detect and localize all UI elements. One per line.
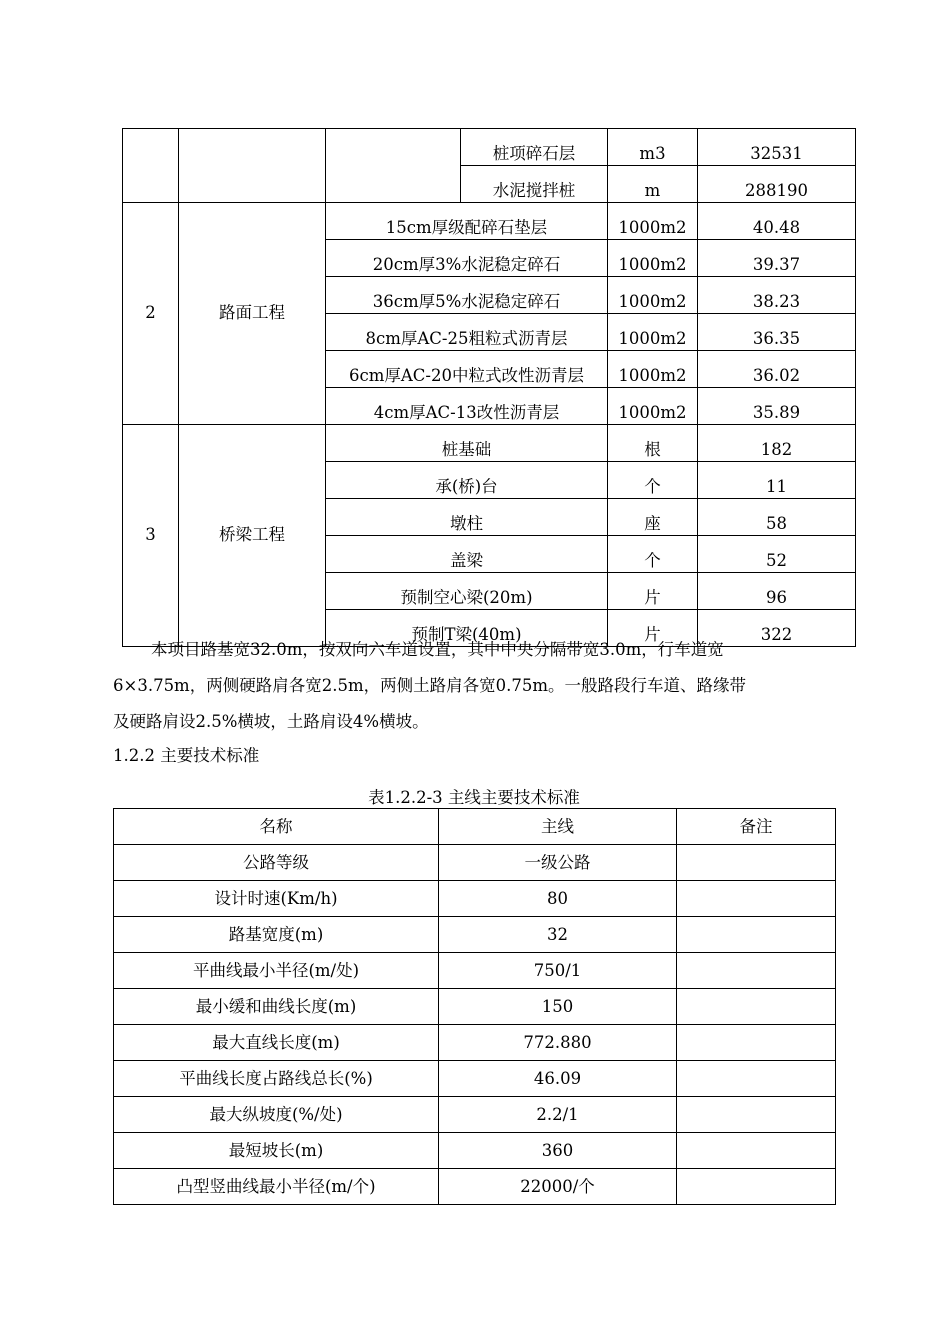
value-cell: 150: [439, 989, 677, 1025]
item-cell: 6cm厚AC-20中粒式改性沥青层: [326, 351, 608, 388]
technical-standards-table: [113, 808, 836, 1205]
table-row: [123, 203, 856, 240]
qty-cell: 288190: [698, 166, 856, 203]
note-cell: [677, 881, 836, 917]
unit-cell: 个: [608, 462, 698, 499]
table-row: [114, 881, 836, 917]
table-row: [114, 953, 836, 989]
table-row: [114, 845, 836, 881]
name-cell: 设计时速(Km/h): [114, 881, 439, 917]
qty-cell: 11: [698, 462, 856, 499]
note-cell: [677, 1133, 836, 1169]
paragraph-line-3: 及硬路肩设2.5%横坡，土路肩设4%横坡。: [113, 712, 429, 731]
unit-cell: 1000m2: [608, 203, 698, 240]
category-cell: 路面工程: [179, 203, 326, 425]
unit-cell: 1000m2: [608, 314, 698, 351]
qty-cell: 35.89: [698, 388, 856, 425]
category-cell: [179, 129, 326, 203]
value-cell: 2.2/1: [439, 1097, 677, 1133]
value-cell: 772.880: [439, 1025, 677, 1061]
item-cell: 墩柱: [326, 499, 608, 536]
table-row: [114, 1097, 836, 1133]
table-row: [114, 917, 836, 953]
row-number-cell: [123, 129, 179, 203]
item-cell: 预制空心梁(20m): [326, 573, 608, 610]
qty-cell: 322: [698, 610, 856, 647]
category-cell: 桥梁工程: [179, 425, 326, 647]
qty-cell: 32531: [698, 129, 856, 166]
section-heading: 1.2.2 主要技术标准: [113, 746, 260, 765]
name-cell: 最大纵坡度(%/处): [114, 1097, 439, 1133]
name-cell: 最短坡长(m): [114, 1133, 439, 1169]
note-cell: [677, 845, 836, 881]
unit-cell: 个: [608, 536, 698, 573]
qty-cell: 39.37: [698, 240, 856, 277]
name-cell: 最大直线长度(m): [114, 1025, 439, 1061]
table-row: [114, 989, 836, 1025]
item-cell: 桩项碎石层: [461, 129, 608, 166]
qty-cell: 52: [698, 536, 856, 573]
item-cell: 预制T梁(40m): [326, 610, 608, 647]
qty-cell: 58: [698, 499, 856, 536]
value-cell: 一级公路: [439, 845, 677, 881]
note-cell: [677, 953, 836, 989]
unit-cell: 1000m2: [608, 388, 698, 425]
table-row: [114, 1133, 836, 1169]
name-cell: 平曲线长度占路线总长(%): [114, 1061, 439, 1097]
unit-cell: 座: [608, 499, 698, 536]
name-cell: 最小缓和曲线长度(m): [114, 989, 439, 1025]
qty-cell: 182: [698, 425, 856, 462]
table-row: [123, 425, 856, 462]
value-cell: 360: [439, 1133, 677, 1169]
item-cell: 15cm厚级配碎石垫层: [326, 203, 608, 240]
item-cell: 8cm厚AC-25粗粒式沥青层: [326, 314, 608, 351]
header-note: 备注: [677, 809, 836, 845]
name-cell: 公路等级: [114, 845, 439, 881]
name-cell: 凸型竖曲线最小半径(m/个): [114, 1169, 439, 1205]
item-cell: 水泥搅拌桩: [461, 166, 608, 203]
unit-cell: m3: [608, 129, 698, 166]
qty-cell: 38.23: [698, 277, 856, 314]
name-cell: 路基宽度(m): [114, 917, 439, 953]
item-cell: 36cm厚5%水泥稳定碎石: [326, 277, 608, 314]
item-cell: 20cm厚3%水泥稳定碎石: [326, 240, 608, 277]
qty-cell: 36.02: [698, 351, 856, 388]
subitem-cell: [326, 129, 461, 203]
unit-cell: 1000m2: [608, 351, 698, 388]
value-cell: 46.09: [439, 1061, 677, 1097]
note-cell: [677, 917, 836, 953]
note-cell: [677, 1097, 836, 1133]
value-cell: 32: [439, 917, 677, 953]
unit-cell: 根: [608, 425, 698, 462]
row-number-cell: 3: [123, 425, 179, 647]
unit-cell: 1000m2: [608, 277, 698, 314]
engineering-quantity-table: [122, 128, 856, 647]
name-cell: 平曲线最小半径(m/处): [114, 953, 439, 989]
header-mainline: 主线: [439, 809, 677, 845]
unit-cell: 1000m2: [608, 240, 698, 277]
unit-cell: m: [608, 166, 698, 203]
paragraph-line-2: 6×3.75m，两侧硬路肩各宽2.5m，两侧土路肩各宽0.75m。一般路段行车道、路缘带: [113, 676, 746, 695]
table-row: [114, 1061, 836, 1097]
value-cell: 80: [439, 881, 677, 917]
item-cell: 桩基础: [326, 425, 608, 462]
note-cell: [677, 1025, 836, 1061]
note-cell: [677, 1061, 836, 1097]
item-cell: 承(桥)台: [326, 462, 608, 499]
header-name: 名称: [114, 809, 439, 845]
qty-cell: 36.35: [698, 314, 856, 351]
unit-cell: 片: [608, 610, 698, 647]
qty-cell: 40.48: [698, 203, 856, 240]
value-cell: 22000/个: [439, 1169, 677, 1205]
table-row: [114, 1025, 836, 1061]
table-caption: 表1.2.2-3 主线主要技术标准: [368, 788, 580, 807]
row-number-cell: 2: [123, 203, 179, 425]
table-row: [114, 1169, 836, 1205]
paragraph-line-1: 本项目路基宽32.0m，按双向六车道设置，其中中央分隔带宽3.0m，行车道宽: [151, 640, 724, 659]
note-cell: [677, 1169, 836, 1205]
table-row: [123, 129, 856, 166]
note-cell: [677, 989, 836, 1025]
unit-cell: 片: [608, 573, 698, 610]
item-cell: 盖梁: [326, 536, 608, 573]
item-cell: 4cm厚AC-13改性沥青层: [326, 388, 608, 425]
value-cell: 750/1: [439, 953, 677, 989]
table-header-row: [114, 809, 836, 845]
qty-cell: 96: [698, 573, 856, 610]
